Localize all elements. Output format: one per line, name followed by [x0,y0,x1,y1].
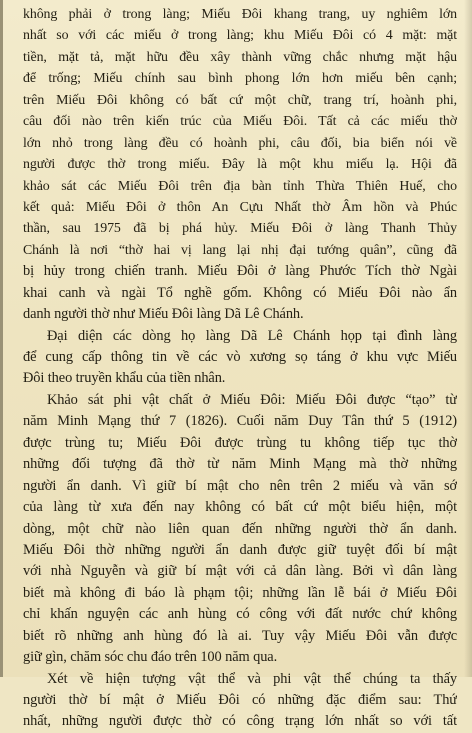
page-edge-shadow [464,0,472,677]
text-line: lớn nhỏ trong làng đều có hoành phi, câu đối, bia biển nói về [23,135,457,151]
text-line: tiền, mặt tả, mặt hữu đều xây thành vững chắc nhưng mặt hậu [23,49,457,65]
text-line: người ẩn danh. Vì giữ bí mật cho nên trên 2 miếu và văn sớ [23,477,457,494]
text-line: Đôi theo truyền khẩu của tiền nhân. [23,370,226,387]
text-line: trên Miếu Đôi không có bất cứ một chữ, trang trí, hoành phi, [23,92,457,108]
text-line: Chánh là nơi “thờ hai vị lang lại nhị đại tướng quân”, cũng đã [23,242,457,258]
text-line: danh người thờ như Miếu Đôi làng Dã Lê Chánh. [23,306,304,323]
text-line: kết quả: Miếu Đôi ở thôn An Cựu Nhất thờ Âm hồn và Phúc [23,199,457,215]
text-line: chỉ khấn nguyện các anh hùng có công với đất nước chứ không [23,606,457,623]
text-line: của làng từ xưa đến nay không có bất cứ một biểu hiện, một [23,499,457,516]
text-line: thần, sau 1975 đã bị phá hủy. Miếu Đôi ở làng Thanh Thủy [23,221,457,237]
text-line: bị hủy trong chiến tranh. Miếu Đôi ở làng Phước Tích thờ Ngài [23,263,457,280]
text-line: biết rõ những anh hùng đó là ai. Tuy vậy Miếu Đôi vẫn được [23,627,457,644]
text-line: với nhà Nguyễn và giữ bí mật với cả dân làng. Bởi vì dân làng [23,563,457,580]
text-line: người được thờ trong miếu. Đây là một khu miếu lạ. Hội đã [23,157,457,173]
text-line: nhất, những người được thờ có công trạng lớn nhất so với tất [23,713,457,730]
text-line: để cung cấp thông tin về các vò xương sọ táng ở khu vực Miếu [23,349,457,365]
paragraph-start-line: Đại diện các dòng họ làng Dã Lê Chánh họp tại đình làng [47,327,457,344]
text-line: người thờ bí mật ở Miếu Đôi có những đặc điểm sau: Thứ [23,692,457,708]
text-line: khảo sát các Miếu Đôi trên địa bàn tỉnh Thừa Thiên Huế, cho [23,178,457,194]
text-line: giữ gìn, chăm sóc chu đáo trên 100 năm qua. [23,649,278,666]
text-line: không phải ở trong làng; Miếu Đôi khang trang, uy nghiêm lớn [23,7,457,22]
body-text [23,4,457,733]
text-line: để trống; Miếu chính sau bình phong lớn hơn miếu bên cạnh; [23,71,457,87]
text-line: câu đối nào trên kiến trúc của Miếu Đôi. Tất cả các miếu thờ [23,114,457,130]
text-line: khai canh và ngài Tổ nghề gốm. Không có Miếu Đôi nào ẩn [23,284,457,301]
text-line: dòng, một chữ nào liên quan đến những người thờ ẩn danh. [23,520,457,537]
text-line: nhất so với các miếu ở trong làng; khu Miếu Đôi có 4 mặt: mặt [23,28,457,44]
text-line: năm Minh Mạng thứ 7 (1826). Cuối năm Duy Tân thứ 5 (1912) [23,413,457,430]
paragraph-start-line: Xét về hiện tượng vật thể và phi vật thể chúng ta thấy [47,670,457,687]
text-line: Miếu Đôi thờ những người ẩn danh được giữ tuyệt đối bí mật [23,541,457,558]
text-line: biết mà không đi báo là phạm tội; những lần lễ bái ở Miếu Đôi [23,584,457,601]
text-line: những đối tượng đã thờ từ năm Minh Mạng mà thờ những [23,456,457,473]
paragraph-start-line: Khảo sát phi vật chất ở Miếu Đôi: Miếu Đôi được “tạo” từ [47,391,457,408]
text-line: được trùng tu; Miếu Đôi được trùng tu không tiếp tục thờ [23,434,457,451]
